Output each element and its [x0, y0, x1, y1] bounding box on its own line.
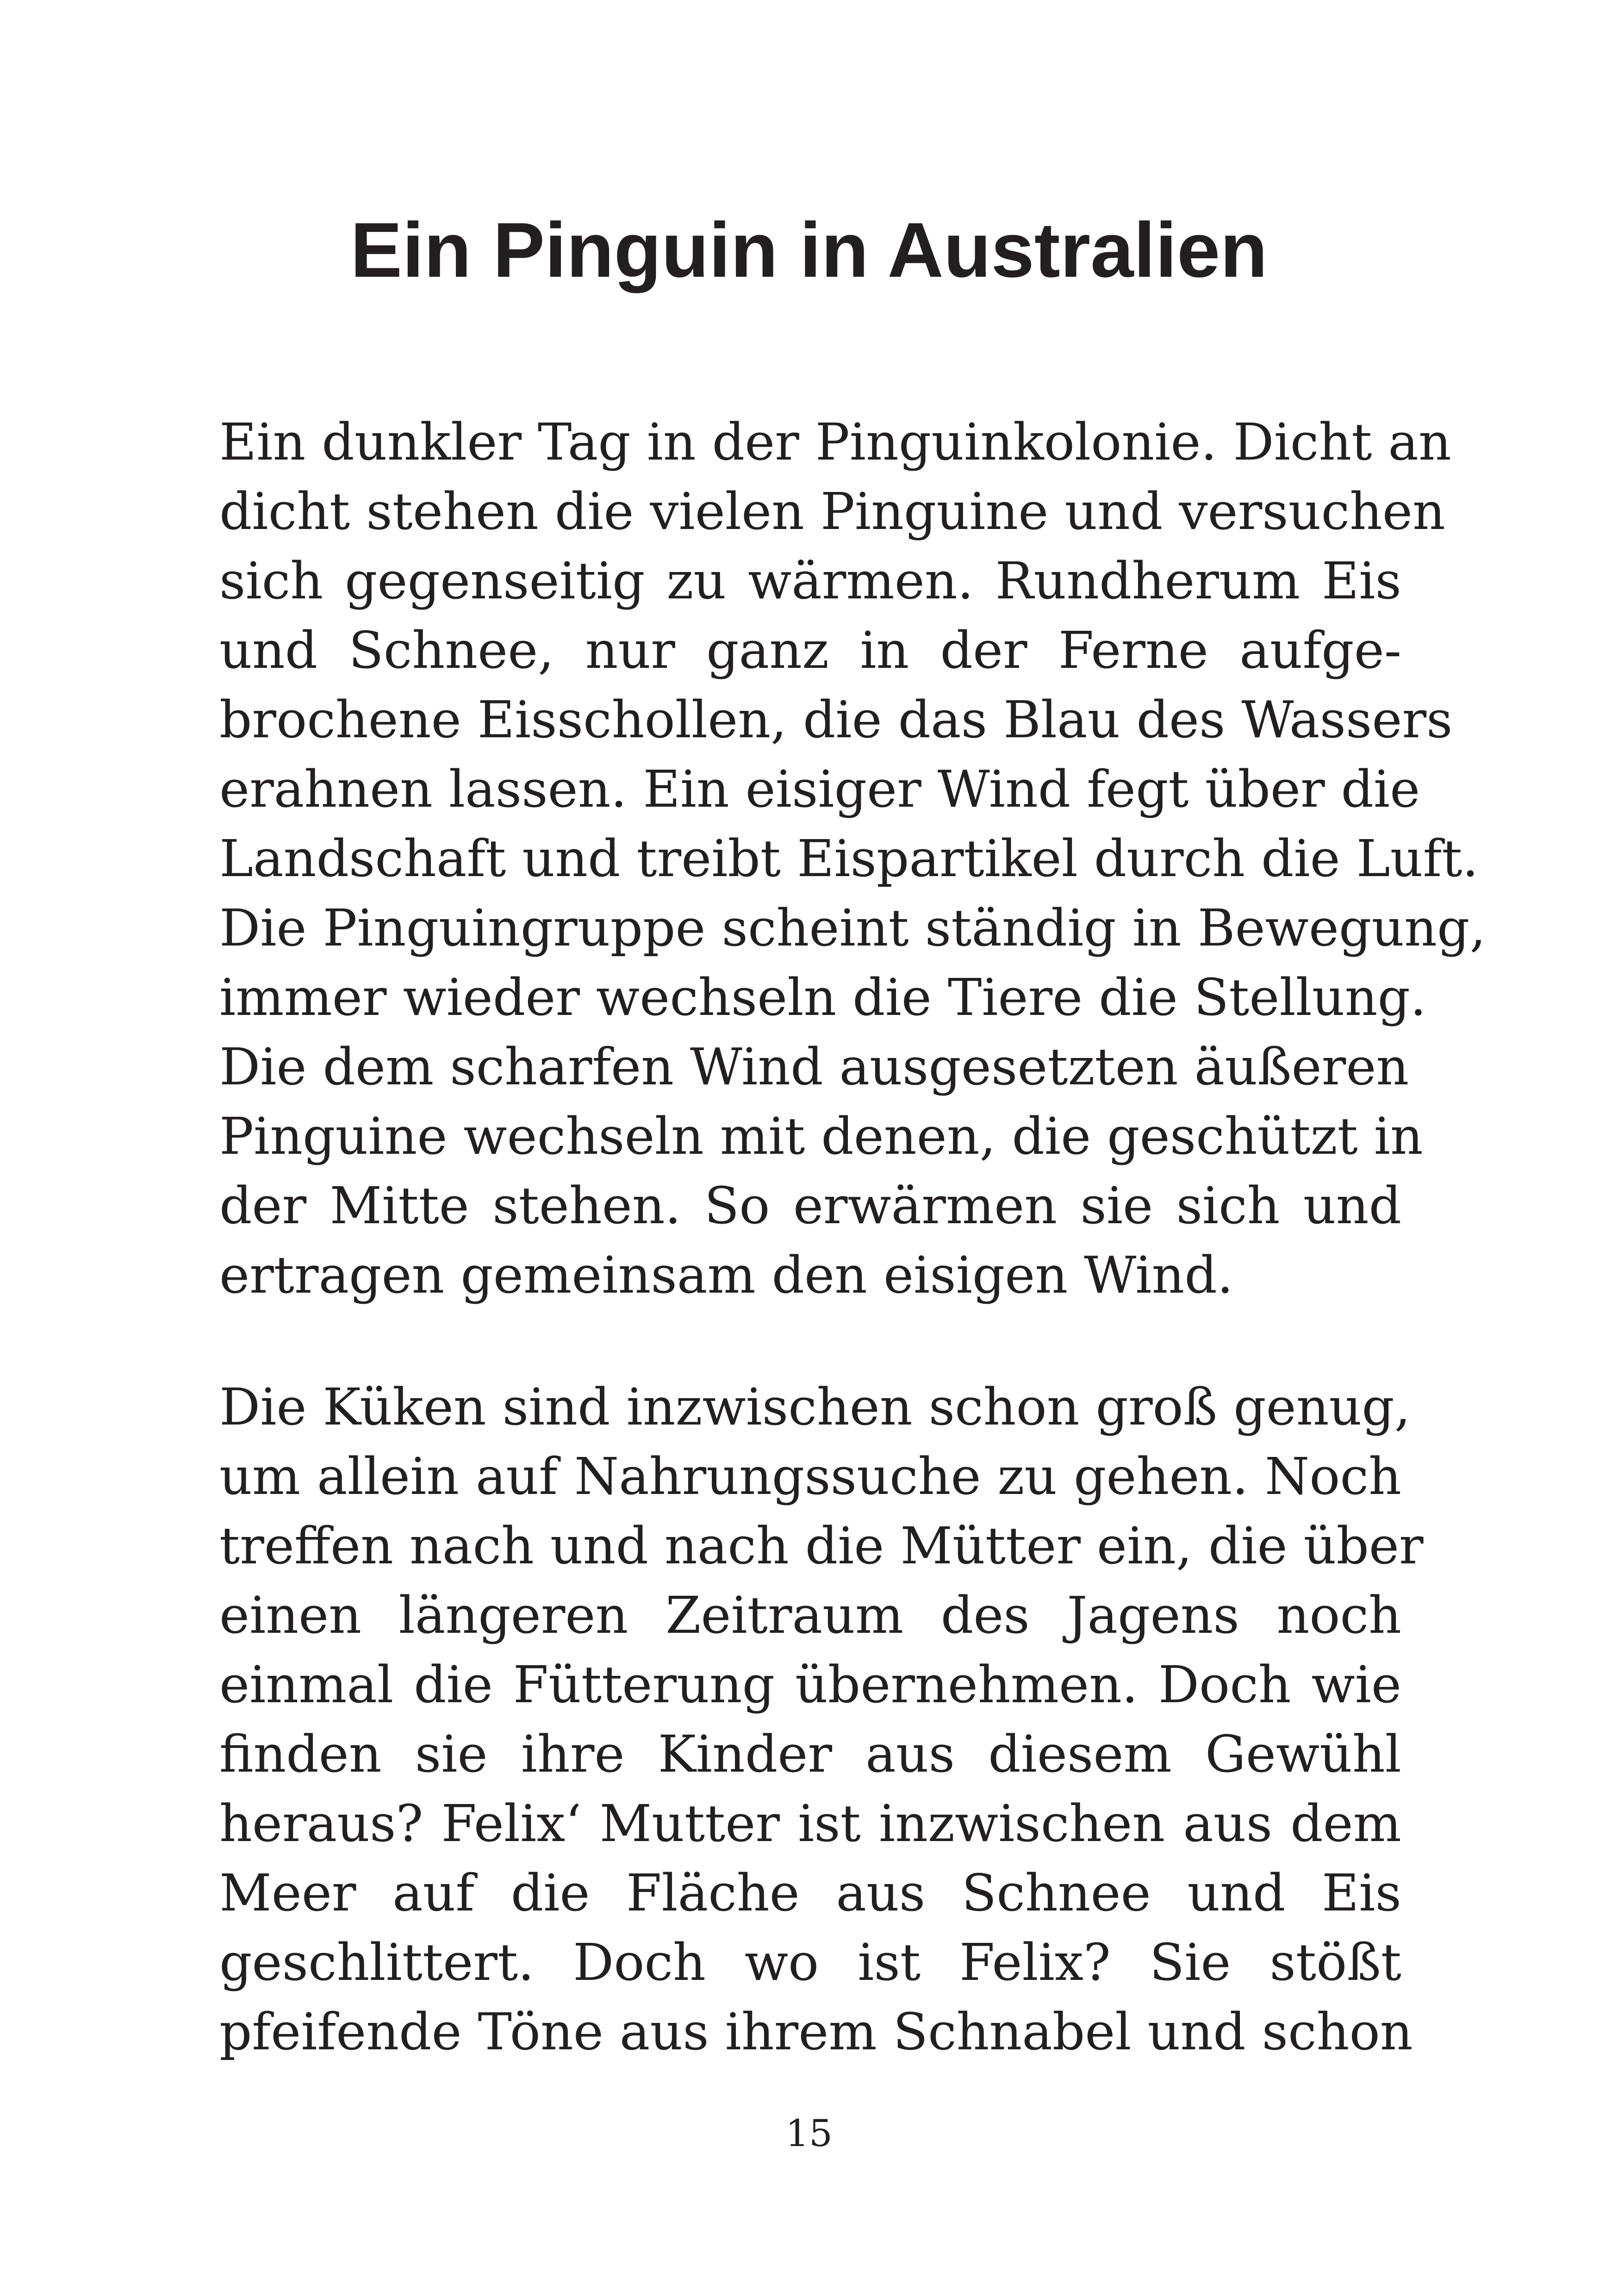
- chapter-title: Ein Pinguin in Australien: [350, 206, 1268, 293]
- paragraph-2: [219, 1372, 1424, 2066]
- text-line: der Mitte stehen. So erwärmen sie sich und: [219, 1176, 1401, 1235]
- text-line: Die dem scharfen Wind ausgesetzten äußeren: [219, 1037, 1409, 1096]
- text-line: Die Pinguingruppe scheint ständig in Bewegung,: [219, 898, 1486, 958]
- text-line: pfeifende Töne aus ihrem Schnabel und schon: [219, 2002, 1413, 2061]
- text-line: geschlittert. Doch wo ist Felix? Sie stößt: [219, 1933, 1401, 1992]
- text-line: sich gegenseitig zu wärmen. Rundherum Eis: [219, 551, 1401, 610]
- text-line: immer wieder wechseln die Tiere die Stellung.: [219, 968, 1426, 1027]
- text-line: Die Küken sind inzwischen schon groß genug,: [219, 1377, 1411, 1437]
- text-line: um allein auf Nahrungssuche zu gehen. Noch: [219, 1447, 1401, 1506]
- text-line: finden sie ihre Kinder aus diesem Gewühl: [219, 1724, 1401, 1784]
- text-line: und Schnee, nur ganz in der Ferne aufge-: [219, 621, 1401, 680]
- text-line: Pinguine wechseln mit denen, die geschützt in: [219, 1107, 1423, 1166]
- text-line: dicht stehen die vielen Pinguine und versuchen: [219, 482, 1445, 541]
- text-line: Ein dunkler Tag in der Pinguinkolonie. Dicht an: [219, 412, 1451, 472]
- text-line: erahnen lassen. Ein eisiger Wind fegt über die: [219, 759, 1420, 819]
- text-line: einen längeren Zeitraum des Jagens noch: [219, 1586, 1401, 1645]
- text-line: treffen nach und nach die Mütter ein, die über: [219, 1516, 1424, 1575]
- page-number: 15: [785, 2112, 833, 2155]
- text-line: brochene Eisschollen, die das Blau des Wassers: [219, 690, 1453, 749]
- paragraph-1: [219, 407, 1486, 1310]
- text-line: Meer auf die Fläche aus Schnee und Eis: [219, 1863, 1401, 1923]
- text-line: Landschaft und treibt Eispartikel durch die Luft.: [219, 829, 1479, 888]
- text-line: ertragen gemeinsam den eisigen Wind.: [219, 1245, 1233, 1305]
- text-line: heraus? Felix‘ Mutter ist inzwischen aus dem: [219, 1794, 1401, 1853]
- text-line: einmal die Fütterung übernehmen. Doch wie: [219, 1655, 1401, 1714]
